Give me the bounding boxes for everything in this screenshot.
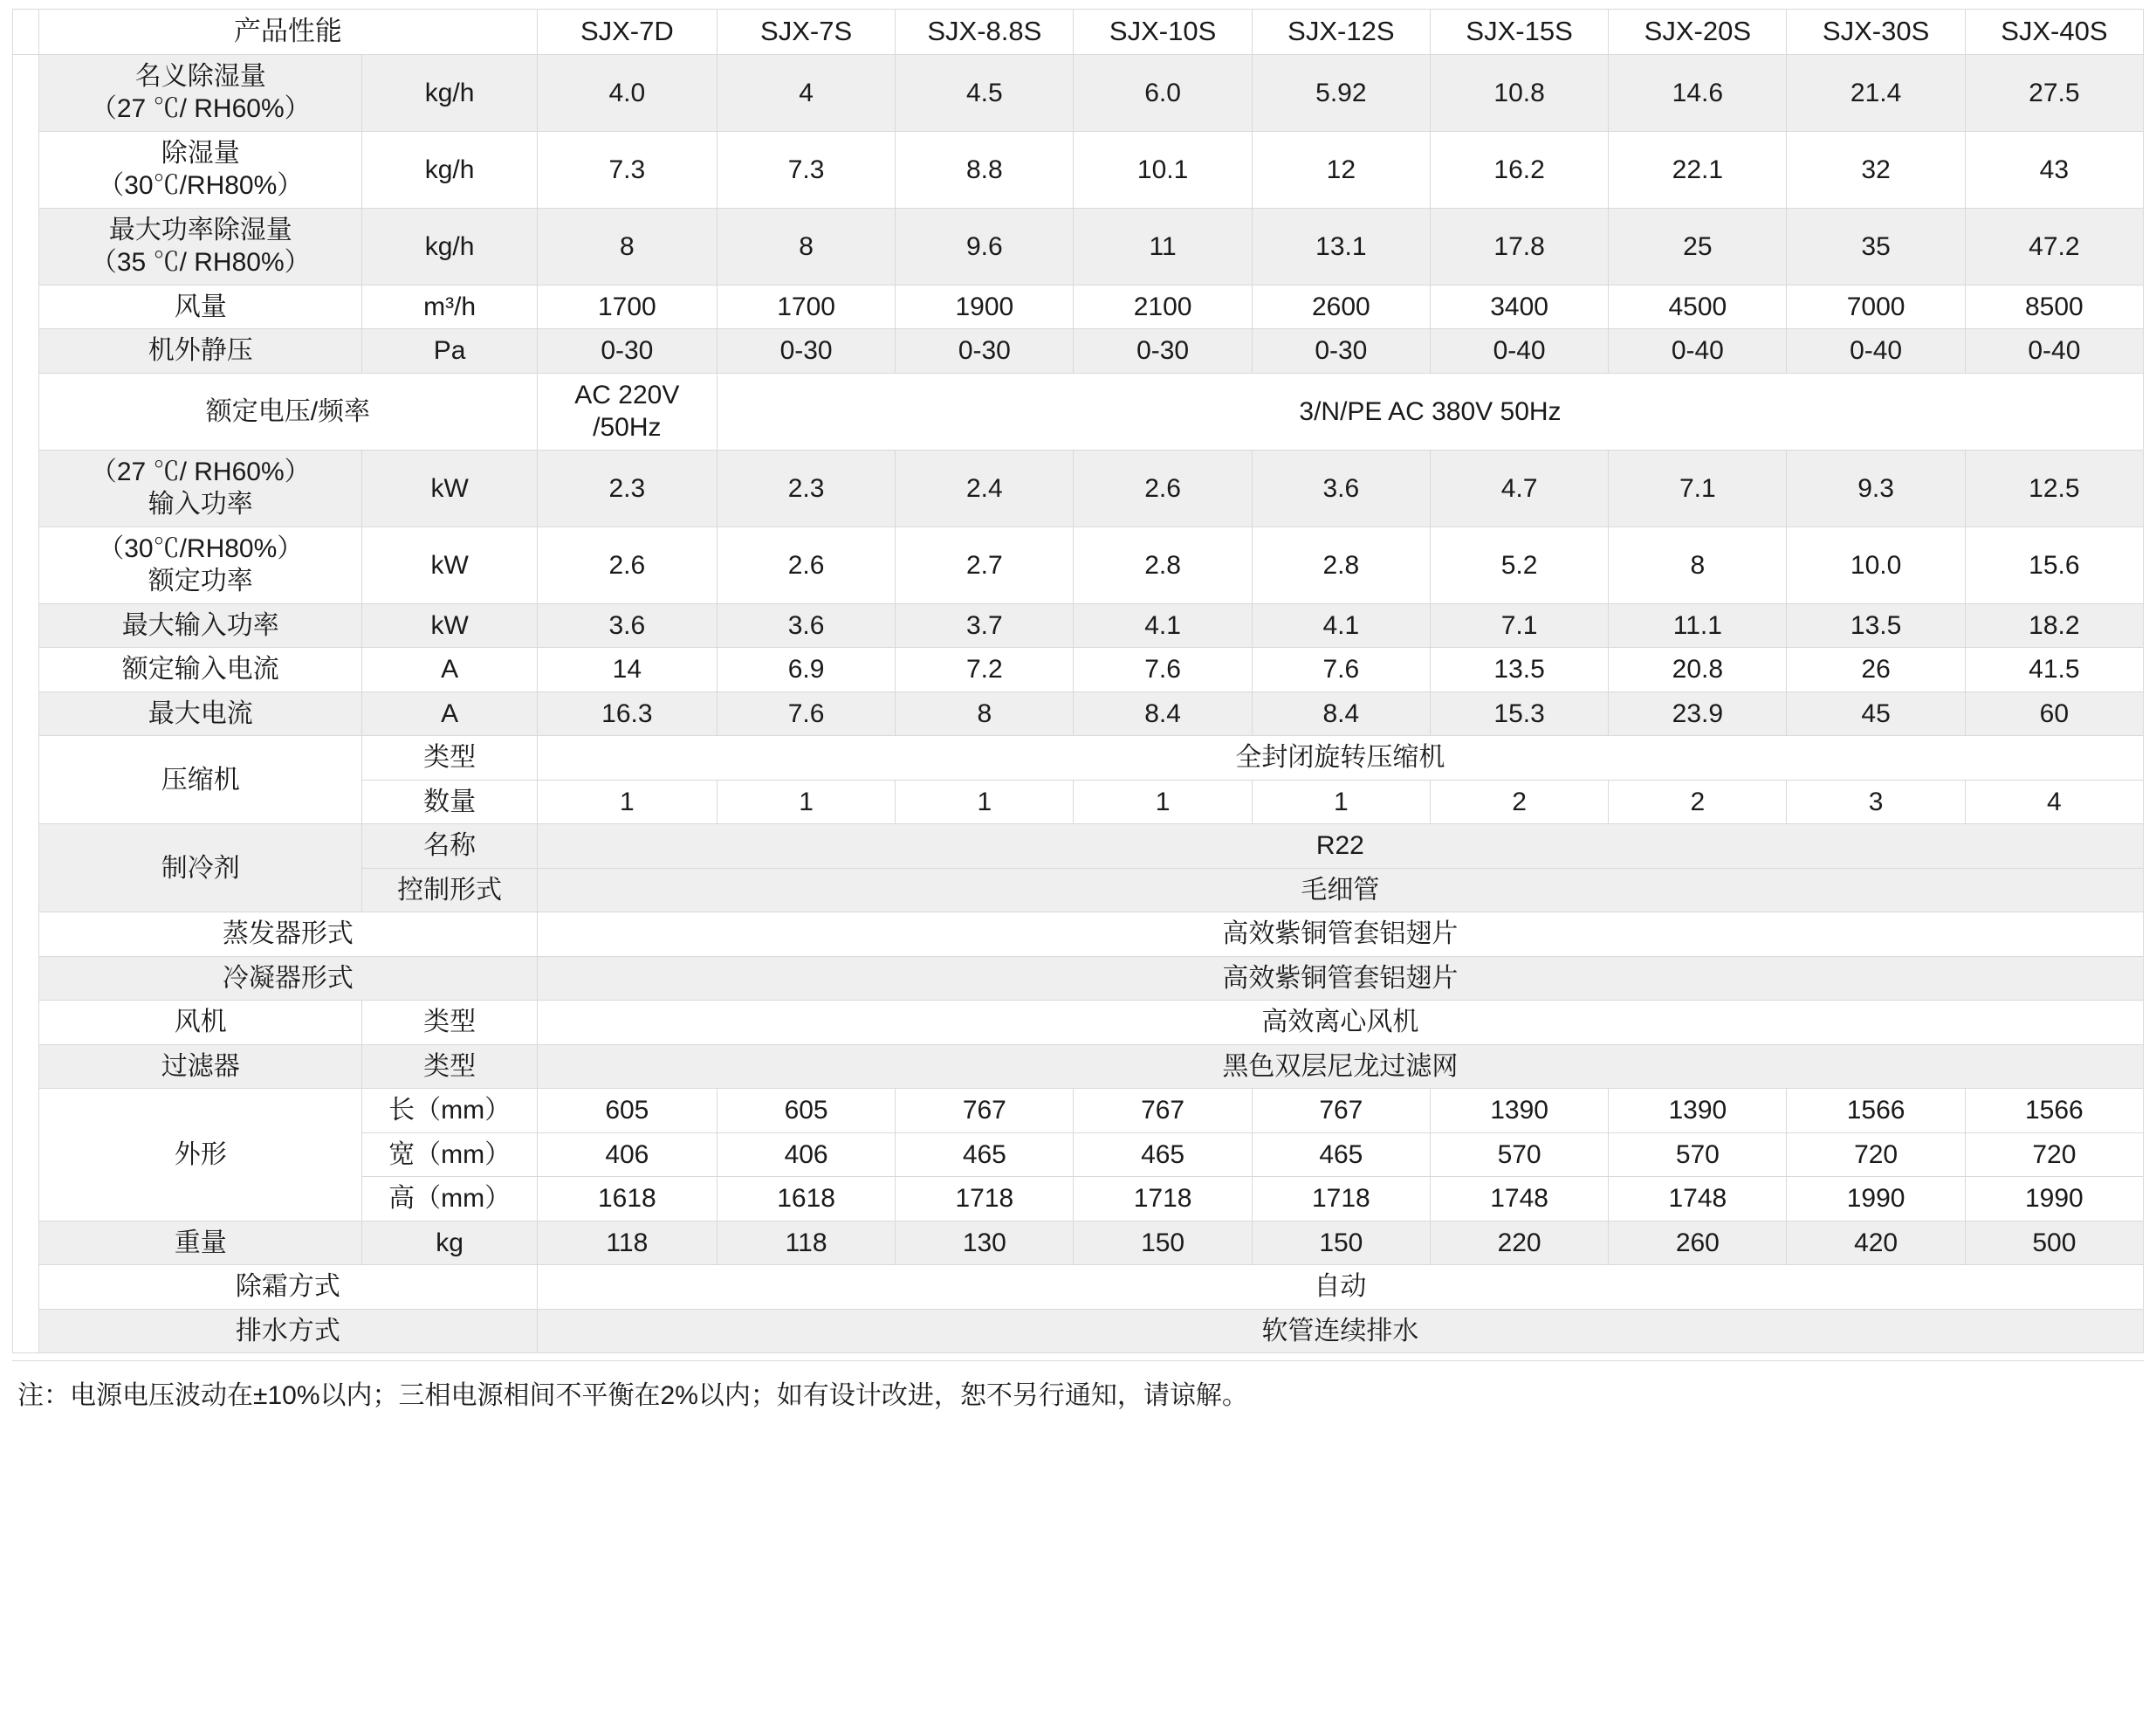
table-row-defrost: [13, 1265, 2144, 1310]
table-row: [13, 692, 2144, 736]
cell-value: 14.6: [1609, 54, 1787, 131]
cell-value: 13.1: [1252, 208, 1430, 285]
table-row: [13, 603, 2144, 648]
row-label-nominal-dehumidification: [39, 54, 362, 131]
row-label-rated-input-current: 额定输入电流: [39, 648, 362, 692]
cell-value: 118: [537, 1221, 717, 1265]
cell-value: 10.1: [1074, 131, 1252, 208]
cell-value: 1566: [1965, 1089, 2143, 1133]
cell-value: 3.6: [537, 603, 717, 648]
row-label-fan: 风机: [39, 1001, 362, 1045]
cell-value: 60: [1965, 692, 2143, 736]
cell-value: 2.8: [1252, 526, 1430, 603]
cell-value: 4.7: [1430, 450, 1608, 526]
cell-value: 767: [896, 1089, 1074, 1133]
cell-fan-value: 高效离心风机: [537, 1001, 2143, 1045]
cell-value: 1: [1074, 780, 1252, 824]
cell-value: 2.8: [1074, 526, 1252, 603]
cell-compressor-type: 全封闭旋转压缩机: [537, 736, 2143, 781]
cell-value: 1390: [1609, 1089, 1787, 1133]
cell-value: 0-30: [896, 329, 1074, 374]
cell-value: 1618: [537, 1177, 717, 1221]
cell-value: 465: [1252, 1132, 1430, 1177]
cell-value: 7.3: [537, 131, 717, 208]
row-label-input-power-27c: [39, 450, 362, 526]
cell-value: 4.5: [896, 54, 1074, 131]
cell-value: 1990: [1787, 1177, 1965, 1221]
cell-value: 1618: [717, 1177, 895, 1221]
header-model-7: SJX-30S: [1787, 10, 1965, 55]
cell-value: 4500: [1609, 285, 1787, 329]
cell-value: 1390: [1430, 1089, 1608, 1133]
cell-value: 150: [1252, 1221, 1430, 1265]
cell-value: 1: [1252, 780, 1430, 824]
cell-value: 32: [1787, 131, 1965, 208]
cell-value: 406: [537, 1132, 717, 1177]
cell-voltage-single-phase: AC 220V /50Hz: [537, 373, 717, 450]
cell-value: 2.3: [717, 450, 895, 526]
cell-value: 720: [1965, 1132, 2143, 1177]
table-row: [13, 208, 2144, 285]
table-row: [13, 131, 2144, 208]
cell-value: 260: [1609, 1221, 1787, 1265]
table-row-fan: [13, 1001, 2144, 1045]
row-label-line2: 输入功率: [148, 490, 253, 520]
cell-filter-value: 黑色双层尼龙过滤网: [537, 1044, 2143, 1089]
product-spec-table: [12, 9, 2144, 1353]
cell-value: 3.6: [1252, 450, 1430, 526]
cell-defrost-value: 自动: [537, 1265, 2143, 1310]
cell-value: 1700: [717, 285, 895, 329]
cell-value: 17.8: [1430, 208, 1608, 285]
row-label-rated-power-30c: [39, 526, 362, 603]
cell-value: 0-40: [1430, 329, 1608, 374]
row-label-line2: （27 ℃/ RH60%）: [90, 94, 311, 124]
row-sublabel-height: 高（mm）: [362, 1177, 537, 1221]
cell-value: 767: [1074, 1089, 1252, 1133]
header-model-3: SJX-10S: [1074, 10, 1252, 55]
cell-value: 767: [1252, 1089, 1430, 1133]
cell-value: 3.6: [717, 603, 895, 648]
cell-value: 406: [717, 1132, 895, 1177]
table-row-filter: [13, 1044, 2144, 1089]
row-unit: A: [362, 692, 537, 736]
row-label-line2: 额定功率: [148, 567, 253, 596]
cell-value: 118: [717, 1221, 895, 1265]
cell-value: 12.5: [1965, 450, 2143, 526]
cell-value: 8: [1609, 526, 1787, 603]
row-label-rated-voltage: 额定电压/频率: [39, 373, 538, 450]
cell-value: 1718: [1074, 1177, 1252, 1221]
cell-value: 2: [1609, 780, 1787, 824]
cell-value: 25: [1609, 208, 1787, 285]
cell-value: 0-40: [1965, 329, 2143, 374]
cell-voltage-three-phase: 3/N/PE AC 380V 50Hz: [717, 373, 2143, 450]
row-sublabel-length: 长（mm）: [362, 1089, 537, 1133]
row-label-line1: （30℃/RH80%）: [98, 533, 304, 563]
table-row: [13, 54, 2144, 131]
cell-value: 35: [1787, 208, 1965, 285]
cell-value: 4: [717, 54, 895, 131]
row-label-evaporator: 蒸发器形式: [39, 912, 538, 957]
row-label-air-volume: 风量: [39, 285, 362, 329]
cell-value: 720: [1787, 1132, 1965, 1177]
cell-value: 3.7: [896, 603, 1074, 648]
header-model-8: SJX-40S: [1965, 10, 2143, 55]
cell-value: 2.7: [896, 526, 1074, 603]
cell-value: 1718: [1252, 1177, 1430, 1221]
row-sublabel-fan-type: 类型: [362, 1001, 537, 1045]
row-label-line1: 除湿量: [161, 138, 240, 168]
row-unit: kW: [362, 603, 537, 648]
cell-value: 6.9: [717, 648, 895, 692]
cell-value: 15.6: [1965, 526, 2143, 603]
cell-value: 10.0: [1787, 526, 1965, 603]
row-label-refrigerant: 制冷剂: [39, 824, 362, 912]
cell-value: 2600: [1252, 285, 1430, 329]
cell-drainage-value: 软管连续排水: [537, 1309, 2143, 1353]
row-label-dehumidification: [39, 131, 362, 208]
cell-value: 1990: [1965, 1177, 2143, 1221]
cell-value: 7.6: [1252, 648, 1430, 692]
row-sublabel-refrigerant-name: 名称: [362, 824, 537, 869]
row-unit: kg/h: [362, 54, 537, 131]
cell-value: 4.1: [1074, 603, 1252, 648]
header-spacer: [13, 10, 39, 55]
cell-value: 9.3: [1787, 450, 1965, 526]
cell-value: 16.2: [1430, 131, 1608, 208]
row-label-filter: 过滤器: [39, 1044, 362, 1089]
cell-value: 9.6: [896, 208, 1074, 285]
cell-value: 500: [1965, 1221, 2143, 1265]
row-label-max-input-power: 最大输入功率: [39, 603, 362, 648]
cell-value: 570: [1430, 1132, 1608, 1177]
cell-value: 8.4: [1252, 692, 1430, 736]
cell-value: 1: [717, 780, 895, 824]
cell-value: 2.6: [537, 526, 717, 603]
row-label-line1: 名义除湿量: [134, 61, 266, 91]
cell-value: 11: [1074, 208, 1252, 285]
cell-value: 1748: [1430, 1177, 1608, 1221]
header-model-4: SJX-12S: [1252, 10, 1430, 55]
cell-value: 1: [537, 780, 717, 824]
cell-value: 1700: [537, 285, 717, 329]
row-label-weight: 重量: [39, 1221, 362, 1265]
cell-value: 43: [1965, 131, 2143, 208]
row-label-external-static-pressure: 机外静压: [39, 329, 362, 374]
cell-value: 8: [717, 208, 895, 285]
table-row-drainage: [13, 1309, 2144, 1353]
row-unit: kg/h: [362, 208, 537, 285]
cell-value: 7.6: [1074, 648, 1252, 692]
cell-value: 14: [537, 648, 717, 692]
cell-value: 26: [1787, 648, 1965, 692]
cell-value: 12: [1252, 131, 1430, 208]
cell-value: 465: [896, 1132, 1074, 1177]
cell-value: 220: [1430, 1221, 1608, 1265]
cell-value: 7000: [1787, 285, 1965, 329]
cell-value: 2: [1430, 780, 1608, 824]
cell-value: 10.8: [1430, 54, 1608, 131]
cell-value: 7.2: [896, 648, 1074, 692]
cell-value: 5.2: [1430, 526, 1608, 603]
cell-value: 3400: [1430, 285, 1608, 329]
cell-value: 11.1: [1609, 603, 1787, 648]
table-row: [13, 648, 2144, 692]
cell-refrigerant-name: R22: [537, 824, 2143, 869]
header-model-5: SJX-15S: [1430, 10, 1608, 55]
row-unit: kW: [362, 526, 537, 603]
header-model-2: SJX-8.8S: [896, 10, 1074, 55]
cell-value: 8: [537, 208, 717, 285]
cell-value: 5.92: [1252, 54, 1430, 131]
row-label-line1: 最大功率除湿量: [108, 215, 292, 244]
cell-value: 15.3: [1430, 692, 1608, 736]
cell-value: 16.3: [537, 692, 717, 736]
cell-evaporator-value: 高效紫铜管套铝翅片: [537, 912, 2143, 957]
row-label-drainage: 排水方式: [39, 1309, 538, 1353]
cell-value: 465: [1074, 1132, 1252, 1177]
cell-value: 8.8: [896, 131, 1074, 208]
row-label-condenser: 冷凝器形式: [39, 956, 538, 1001]
row-sublabel-compressor-type: 类型: [362, 736, 537, 781]
cell-value: 7.1: [1430, 603, 1608, 648]
row-label-max-current: 最大电流: [39, 692, 362, 736]
cell-value: 2.3: [537, 450, 717, 526]
row-label-defrost: 除霜方式: [39, 1265, 538, 1310]
cell-value: 7.1: [1609, 450, 1787, 526]
cell-value: 0-40: [1787, 329, 1965, 374]
footnote: 注：电源电压波动在±10%以内；三相电源相间不平衡在2%以内；如有设计改进，恕不另行通知，请谅解。: [12, 1360, 2144, 1415]
row-sublabel-refrigerant-control: 控制形式: [362, 868, 537, 912]
row-label-dimensions: 外形: [39, 1089, 362, 1221]
cell-value: 4: [1965, 780, 2143, 824]
row-unit: kg: [362, 1221, 537, 1265]
row-sublabel-width: 宽（mm）: [362, 1132, 537, 1177]
cell-value: 13.5: [1787, 603, 1965, 648]
cell-value: 1900: [896, 285, 1074, 329]
cell-value: 0-30: [1252, 329, 1430, 374]
row-sublabel-compressor-qty: 数量: [362, 780, 537, 824]
table-row-refrigerant-name: [13, 824, 2144, 869]
table-row: [13, 450, 2144, 526]
table-row: [13, 526, 2144, 603]
header-model-1: SJX-7S: [717, 10, 895, 55]
row-label-max-power-dehumidification: [39, 208, 362, 285]
row-unit: kg/h: [362, 131, 537, 208]
cell-value: 23.9: [1609, 692, 1787, 736]
row-unit: kW: [362, 450, 537, 526]
row-label-line2: （35 ℃/ RH80%）: [90, 248, 311, 278]
cell-refrigerant-control: 毛细管: [537, 868, 2143, 912]
cell-value: 4.0: [537, 54, 717, 131]
cell-value: 570: [1609, 1132, 1787, 1177]
table-row-evaporator: [13, 912, 2144, 957]
table-row-dimension-length: [13, 1089, 2144, 1133]
table-row-condenser: [13, 956, 2144, 1001]
header-model-6: SJX-20S: [1609, 10, 1787, 55]
cell-value: 47.2: [1965, 208, 2143, 285]
row-unit: Pa: [362, 329, 537, 374]
row-label-line1: （27 ℃/ RH60%）: [90, 457, 311, 486]
row-sublabel-filter-type: 类型: [362, 1044, 537, 1089]
cell-value: 2100: [1074, 285, 1252, 329]
cell-value: 605: [717, 1089, 895, 1133]
cell-value: 27.5: [1965, 54, 2143, 131]
cell-value: 1718: [896, 1177, 1074, 1221]
cell-value: 1748: [1609, 1177, 1787, 1221]
cell-value: 22.1: [1609, 131, 1787, 208]
cell-value: 21.4: [1787, 54, 1965, 131]
cell-value: 0-40: [1609, 329, 1787, 374]
left-spacer-column: [13, 54, 39, 1353]
cell-value: 20.8: [1609, 648, 1787, 692]
header-spec-label: 产品性能: [39, 10, 538, 55]
cell-value: 2.4: [896, 450, 1074, 526]
cell-value: 130: [896, 1221, 1074, 1265]
cell-value: 1566: [1787, 1089, 1965, 1133]
table-row-weight: [13, 1221, 2144, 1265]
cell-value: 605: [537, 1089, 717, 1133]
table-row-voltage: [13, 373, 2144, 450]
cell-value: 7.6: [717, 692, 895, 736]
cell-value: 2.6: [1074, 450, 1252, 526]
cell-value: 3: [1787, 780, 1965, 824]
row-unit: A: [362, 648, 537, 692]
table-row: [13, 329, 2144, 374]
cell-value: 0-30: [537, 329, 717, 374]
cell-value: 0-30: [717, 329, 895, 374]
cell-condenser-value: 高效紫铜管套铝翅片: [537, 956, 2143, 1001]
cell-value: 8: [896, 692, 1074, 736]
cell-value: 13.5: [1430, 648, 1608, 692]
table-row: [13, 285, 2144, 329]
row-unit: m³/h: [362, 285, 537, 329]
row-label-line2: （30℃/RH80%）: [98, 171, 304, 201]
cell-value: 2.6: [717, 526, 895, 603]
cell-value: 150: [1074, 1221, 1252, 1265]
cell-value: 6.0: [1074, 54, 1252, 131]
cell-value: 8.4: [1074, 692, 1252, 736]
cell-value: 7.3: [717, 131, 895, 208]
cell-value: 45: [1787, 692, 1965, 736]
cell-value: 0-30: [1074, 329, 1252, 374]
table-row-compressor-type: [13, 736, 2144, 781]
row-label-compressor: 压缩机: [39, 736, 362, 824]
cell-value: 4.1: [1252, 603, 1430, 648]
cell-value: 41.5: [1965, 648, 2143, 692]
cell-value: 1: [896, 780, 1074, 824]
cell-value: 18.2: [1965, 603, 2143, 648]
cell-value: 420: [1787, 1221, 1965, 1265]
table-header-row: [13, 10, 2144, 55]
cell-value: 8500: [1965, 285, 2143, 329]
header-model-0: SJX-7D: [537, 10, 717, 55]
